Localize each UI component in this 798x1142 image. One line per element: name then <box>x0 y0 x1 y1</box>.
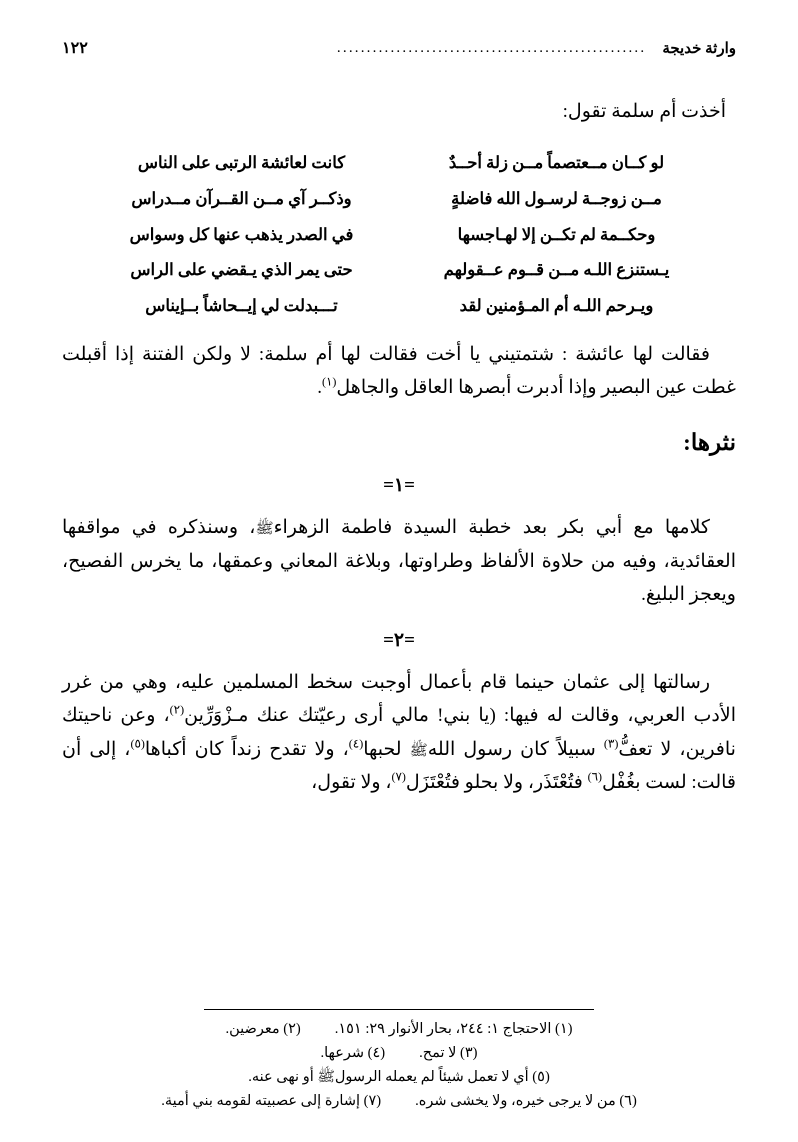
subsection-2-text-f: ، إلى أن قالت: لست بغُفْل <box>62 738 736 793</box>
subsection-1-text-a: كلامها مع أبي بكر بعد خطبة السيدة فاطمة الزهراء <box>273 517 710 539</box>
subsection-2-paragraph <box>62 666 736 799</box>
book-running-title: وارثة خديجة <box>662 41 736 57</box>
poem-row <box>62 217 736 253</box>
footnote-row <box>62 1018 736 1042</box>
pbuh-symbol-icon: ﷺ <box>255 521 274 538</box>
poem-row <box>62 145 736 181</box>
poem-row <box>62 181 736 217</box>
subsection-2-text-h: ، ولا تقول، <box>311 771 392 793</box>
paragraph-after-poem-period: . <box>317 377 322 399</box>
page-header <box>62 38 736 58</box>
poem-hemistich-left: حتى يمر الذي يـقضي على الراس <box>130 260 353 280</box>
footnote-row <box>62 1042 736 1066</box>
footnote-7: (٧) إشارة إلى عصبيته لقومه بني أمية. <box>161 1093 382 1110</box>
footnote-1: (١) الاحتجاج ١: ٢٤٤، بحار الأنوار ٢٩: ١٥١. <box>334 1021 573 1038</box>
footnote-ref-4: (٤) <box>348 736 364 751</box>
footnote-row <box>62 1066 736 1090</box>
poem-hemistich-right: ويـرحم اللـه أم المـؤمنين لقد <box>459 296 654 316</box>
header-dot-leader: .................................................... <box>336 41 647 56</box>
paragraph-after-poem-text: فقالت لها عائشة : شتمتيني يا أخت فقالت لها أم سلمة: لا ولكن الفتنة إذا أقبلت غطت عين البصير وإذا أدبرت أبصرها العاقل والجاهل <box>62 343 736 399</box>
page-number: ١٢٢ <box>62 40 88 57</box>
subsection-1-paragraph <box>62 511 736 611</box>
subsection-2-text-e: ، ولا تقدح زنداً كان أكباها <box>144 738 349 760</box>
poem-hemistich-right: مــن زوجــة لرسـول الله فاضلةٍ <box>451 188 662 208</box>
pbuh-symbol-icon: ﷺ <box>409 742 428 759</box>
subsection-2-text-a: رسالتها إلى عثمان حينما قام بأعمال أوجبت سخط المسلمين عليه، وهي من غرر الأدب العربي، وقالت له فيها: (يا بني! مالي أرى رعيّتك عنك مـزْوَرِّين <box>62 672 736 727</box>
poem-hemistich-left: وذكــر آي مــن القــرآن مــدراس <box>131 188 352 208</box>
section-title-prose: نثرها: <box>683 430 736 456</box>
poem-hemistich-left: تـــبدلت لي إيــحاشاً بــإيناس <box>145 296 338 316</box>
footnote-4: (٤) شرعها. <box>320 1045 386 1062</box>
intro-line: أخذت أم سلمة تقول: <box>562 101 726 122</box>
poem-table <box>62 145 736 324</box>
poem-hemistich-left: في الصدر يذهب عنها كل وسواس <box>129 224 354 244</box>
poem-row <box>62 252 736 288</box>
footnote-ref-6: (٦) <box>587 769 603 784</box>
footnotes-area <box>62 1009 736 1114</box>
footnote-3: (٣) لا تمح. <box>419 1045 478 1062</box>
subsection-2-text-b: ، وعن ناحيتك نافرين، لا تعفُّ <box>62 705 736 760</box>
poem-row <box>62 288 736 324</box>
subsection-heading-1: =١= <box>383 475 415 497</box>
subsection-2-text-g: فتُعْتَذَر، ولا بحلو فتُعْتَزَل <box>405 771 588 793</box>
paragraph-after-poem <box>62 338 736 405</box>
footnote-separator <box>204 1009 595 1010</box>
subsection-2-text-c: سبيلاً كان رسول الله <box>427 738 604 760</box>
footnote-ref-3: (٣) <box>603 736 619 751</box>
footnote-5: (٥) أي لا تعمل شيئاً لم يعمله الرسولﷺ أو نهى عنه. <box>248 1069 550 1086</box>
footnote-2: (٢) معرضين. <box>225 1021 301 1038</box>
footnote-ref-5: (٥) <box>130 736 145 751</box>
subsection-1-text-b: ، وسنذكره في مواقفها العقائدية، وفيه من حلاوة الألفاظ وطراوتها، وبلاغة المعاني وعمقها، ما يخرس الفصيح، ويعجز البليغ. <box>62 517 736 605</box>
poem-hemistich-right: لو كــان مــعتصماً مــن زلة أحــدٌ <box>448 153 665 172</box>
poem-hemistich-left: كانت لعائشة الرتبى على الناس <box>137 153 346 172</box>
footnote-ref-7: (٧) <box>391 769 406 784</box>
poem-hemistich-right: يـستنزع اللـه مــن قــوم عــقولهم <box>443 260 670 280</box>
subsection-2-text-d: لحبها <box>363 738 410 760</box>
footnote-ref-1: (١) <box>321 374 337 389</box>
footnote-6: (٦) من لا يرجى خيره، ولا يخشى شره. <box>415 1093 637 1110</box>
footnote-ref-2: (٢) <box>169 703 185 718</box>
poem-hemistich-right: وحكــمة لم تكــن إلا لهـاجسها <box>457 224 656 244</box>
subsection-heading-2: =٢= <box>383 630 415 652</box>
footnote-row <box>62 1090 736 1114</box>
